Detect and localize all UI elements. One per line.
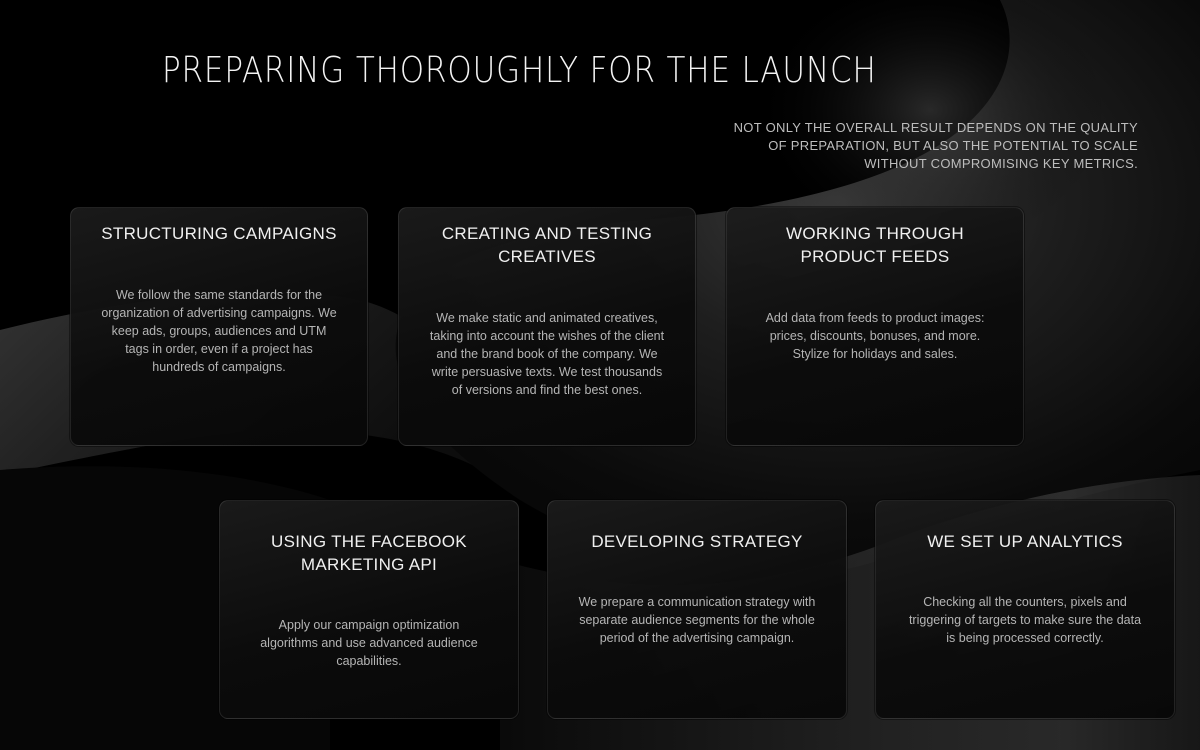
- card-title: CREATING AND TESTING CREATIVES: [441, 224, 653, 266]
- card-text: We make static and animated creatives, taking into account the wishes of the client and the brand book of the company. We write persuasive texts. We test thousands of versions and find the best ones.: [429, 311, 665, 397]
- page-subtitle: NOT ONLY THE OVERALL RESULT DEPENDS ON THE QUALITY OF PREPARATION, BUT ALSO THE POTENTIAL TO SCALE WITHOUT COMPROMISING KEY METRICS.: [733, 120, 1138, 171]
- card-text: Add data from feeds to product images: prices, discounts, bonuses, and more. Stylize for holidays and sales.: [765, 311, 985, 361]
- card-title: STRUCTURING CAMPAIGNS: [101, 224, 337, 243]
- card-developing-strategy: [547, 500, 847, 719]
- card-title: WORKING THROUGH PRODUCT FEEDS: [786, 224, 964, 266]
- card-analytics: [875, 500, 1175, 719]
- card-structuring-campaigns: [70, 207, 368, 446]
- card-text: We prepare a communication strategy with separate audience segments for the whole period of the advertising campaign.: [578, 595, 816, 645]
- card-text: Apply our campaign optimization algorithms and use advanced audience capabilities.: [260, 618, 478, 668]
- card-product-feeds: [726, 207, 1024, 446]
- card-title: USING THE FACEBOOK MARKETING API: [271, 532, 467, 574]
- card-title: WE SET UP ANALYTICS: [927, 532, 1123, 551]
- page-title: PREPARING THOROUGHLY FOR THE LAUNCH: [162, 50, 877, 91]
- card-text: We follow the same standards for the organization of advertising campaigns. We keep ads, groups, audiences and UTM tags in order, even if a project has hundreds of campaigns.: [101, 288, 337, 374]
- card-text: Checking all the counters, pixels and triggering of targets to make sure the data is being processed correctly.: [908, 595, 1142, 645]
- card-creating-testing-creatives: [398, 207, 696, 446]
- card-title: DEVELOPING STRATEGY: [591, 532, 803, 551]
- card-facebook-marketing-api: [219, 500, 519, 719]
